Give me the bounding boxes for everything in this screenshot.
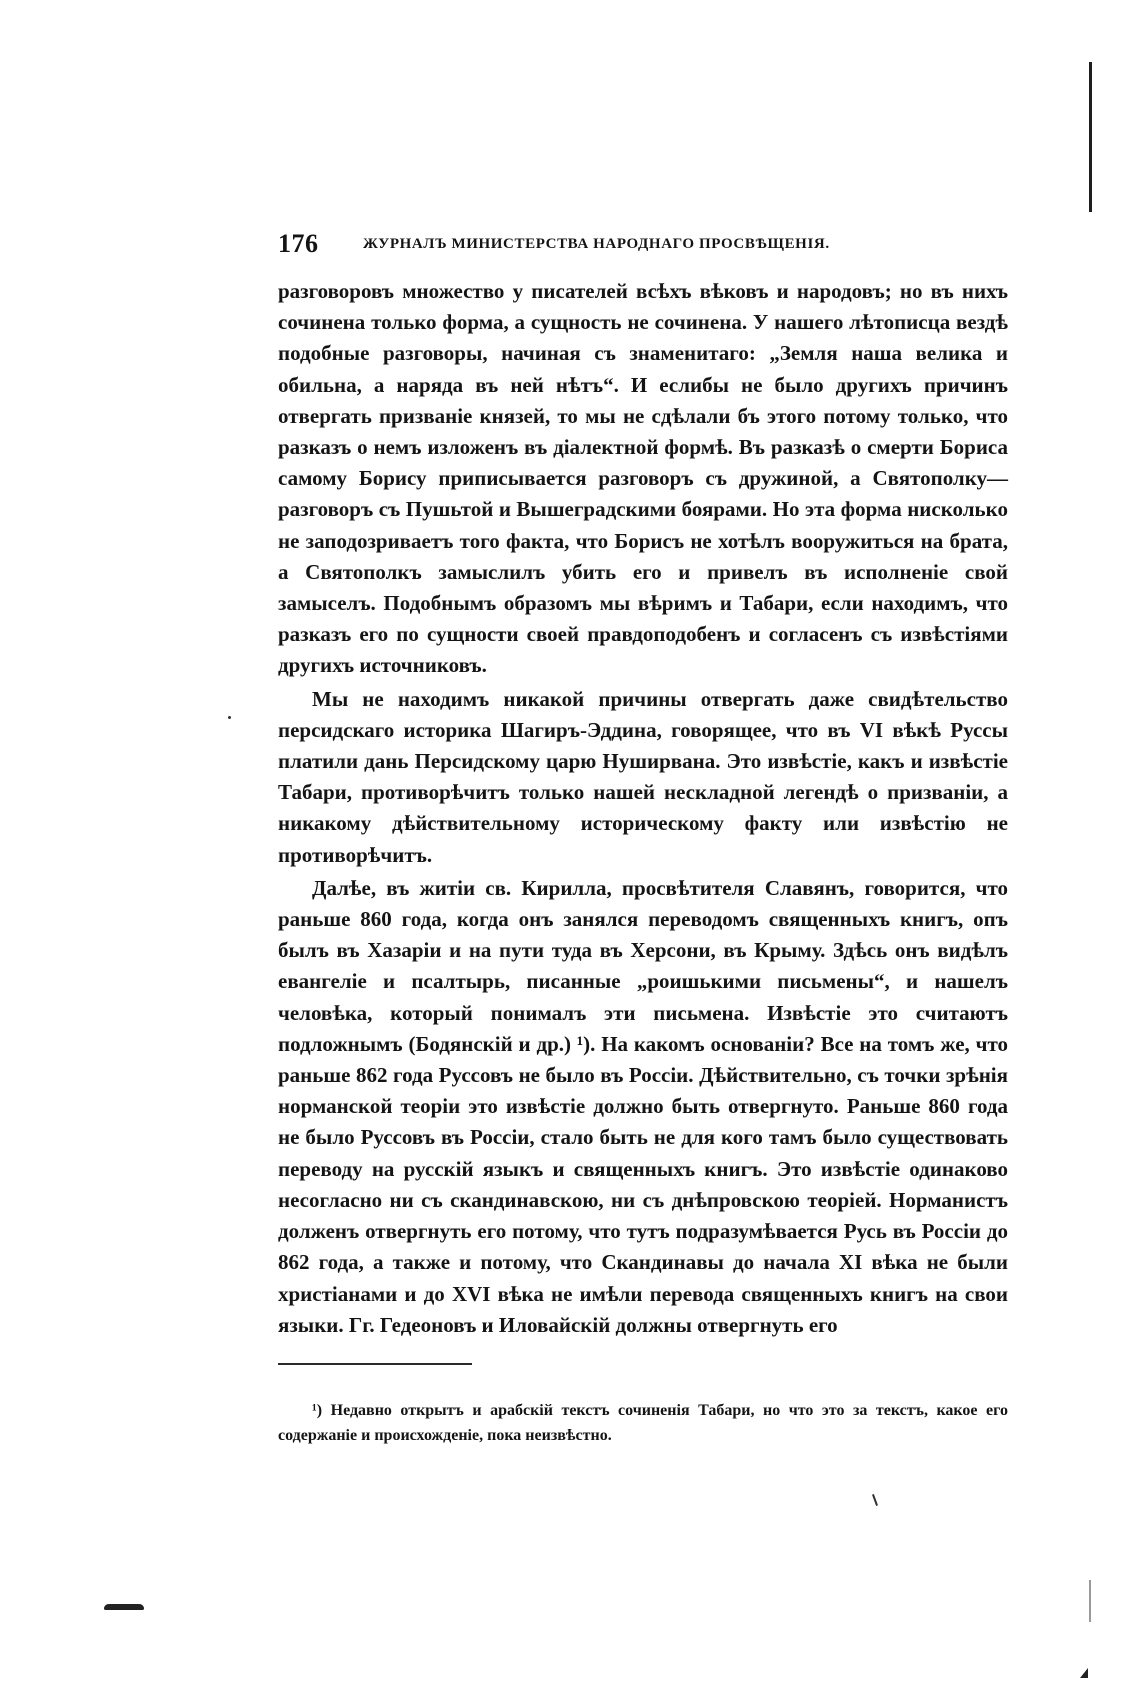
paragraph-3: Далѣе, въ житіи св. Кирилла, просвѣтителя Славянъ, говорится, что раньше 860 года, когда онъ занялся переводомъ священныхъ книгъ, опъ былъ въ Хазаріи и на пути туда въ Херсони, въ Крыму. Здѣсь онъ видѣлъ евангеліе и псалтырь, писанные „роишькими письмены“, и нашелъ человѣка, который понималъ эти письмена. Извѣстіе это считаютъ подложнымъ (Бодянскій и др.) ¹). На какомъ основаніи? Все на томъ же, что раньше 862 года Руссовъ не было въ Россіи. Дѣйствительно, съ точки зрѣнія норманской теоріи это извѣстіе должно быть отвергнуто. Раньше 860 года не было Руссовъ въ Россіи, стало быть не для кого тамъ было существовать переводу на русскій языкъ и священныхъ книгъ. Это извѣстіе одинаково несогласно ни съ скандинавскою, ни съ днѣпровскою теоріей. Норманистъ долженъ отвергнуть его потому, что тутъ подразумѣвается Русь въ Россіи до 862 года, а также и потому, что Скандинавы до начала XI вѣка не были христіанами и до XVI вѣка не имѣли перевода священныхъ книгъ на свои языки. Гг. Гедеоновъ и Иловайскій должны отвергнуть его	[278, 875, 1008, 1337]
scan-mark-left	[104, 1604, 144, 1610]
page-header	[278, 226, 1008, 262]
paragraph-1: разговоровъ множество у писателей всѣхъ вѣковъ и народовъ; но въ нихъ сочинена только форма, а сущность не сочинена. У нашего лѣтописца вездѣ подобные разговоры, начиная съ знаменитаго: „Земля наша велика и обильна, а наряда въ ней нѣтъ“. И еслибы не было другихъ причинъ отвергать призваніе князей, то мы не сдѣлали бъ этого потому только, что разказъ о немъ изложенъ въ діалектной формѣ. Въ разказѣ о смерти Бориса самому Борису приписывается разговоръ съ дружиной, а Святополку—разговоръ съ Пушьтой и Вышеградскими боярами. Но эта форма нисколько не заподозриваетъ того факта, что Борисъ не хотѣлъ вооружиться на брата, а Святополкъ замыслилъ убить его и привелъ въ исполненіе свой замыселъ. Подобнымъ образомъ мы вѣримъ и Табари, если находимъ, что разказъ его по сущности своей правдоподобенъ и согласенъ съ извѣстіями другихъ источниковъ.	[278, 279, 1008, 678]
running-head: ЖУРНАЛЪ МИНИСТЕРСТВА НАРОДНАГО ПРОСВѢЩЕНІЯ.	[363, 236, 830, 252]
scan-margin-line-top	[1089, 62, 1092, 212]
scan-mark-corner	[1080, 1668, 1088, 1678]
footnote: ¹) Недавно открытъ и арабскій текстъ сочиненія Табари, но что это за текстъ, какое его содержаніе и происхожденіе, пока неизвѣстно.	[278, 1402, 1008, 1444]
scan-dot-mark	[228, 716, 231, 719]
paragraph-2: Мы не находимъ никакой причины отвергать даже свидѣтельство персидскаго историка Шагиръ-Эддина, говорящее, что въ VI вѣкѣ Руссы платили дань Персидскому царю Нуширвана. Это извѣстіе, какъ и извѣстіе Табари, противорѣчитъ только нашей нескладной легендѣ о призваніи, а никакому дѣйствительному историческому факту или извѣстію не противорѣчитъ.	[278, 686, 1008, 867]
scan-margin-line-bottom	[1089, 1580, 1091, 1622]
scan-mark-tick	[872, 1494, 878, 1506]
footnote-rule-dash	[384, 1363, 472, 1365]
body-text	[278, 276, 1008, 1343]
page-number: 176	[278, 229, 319, 258]
